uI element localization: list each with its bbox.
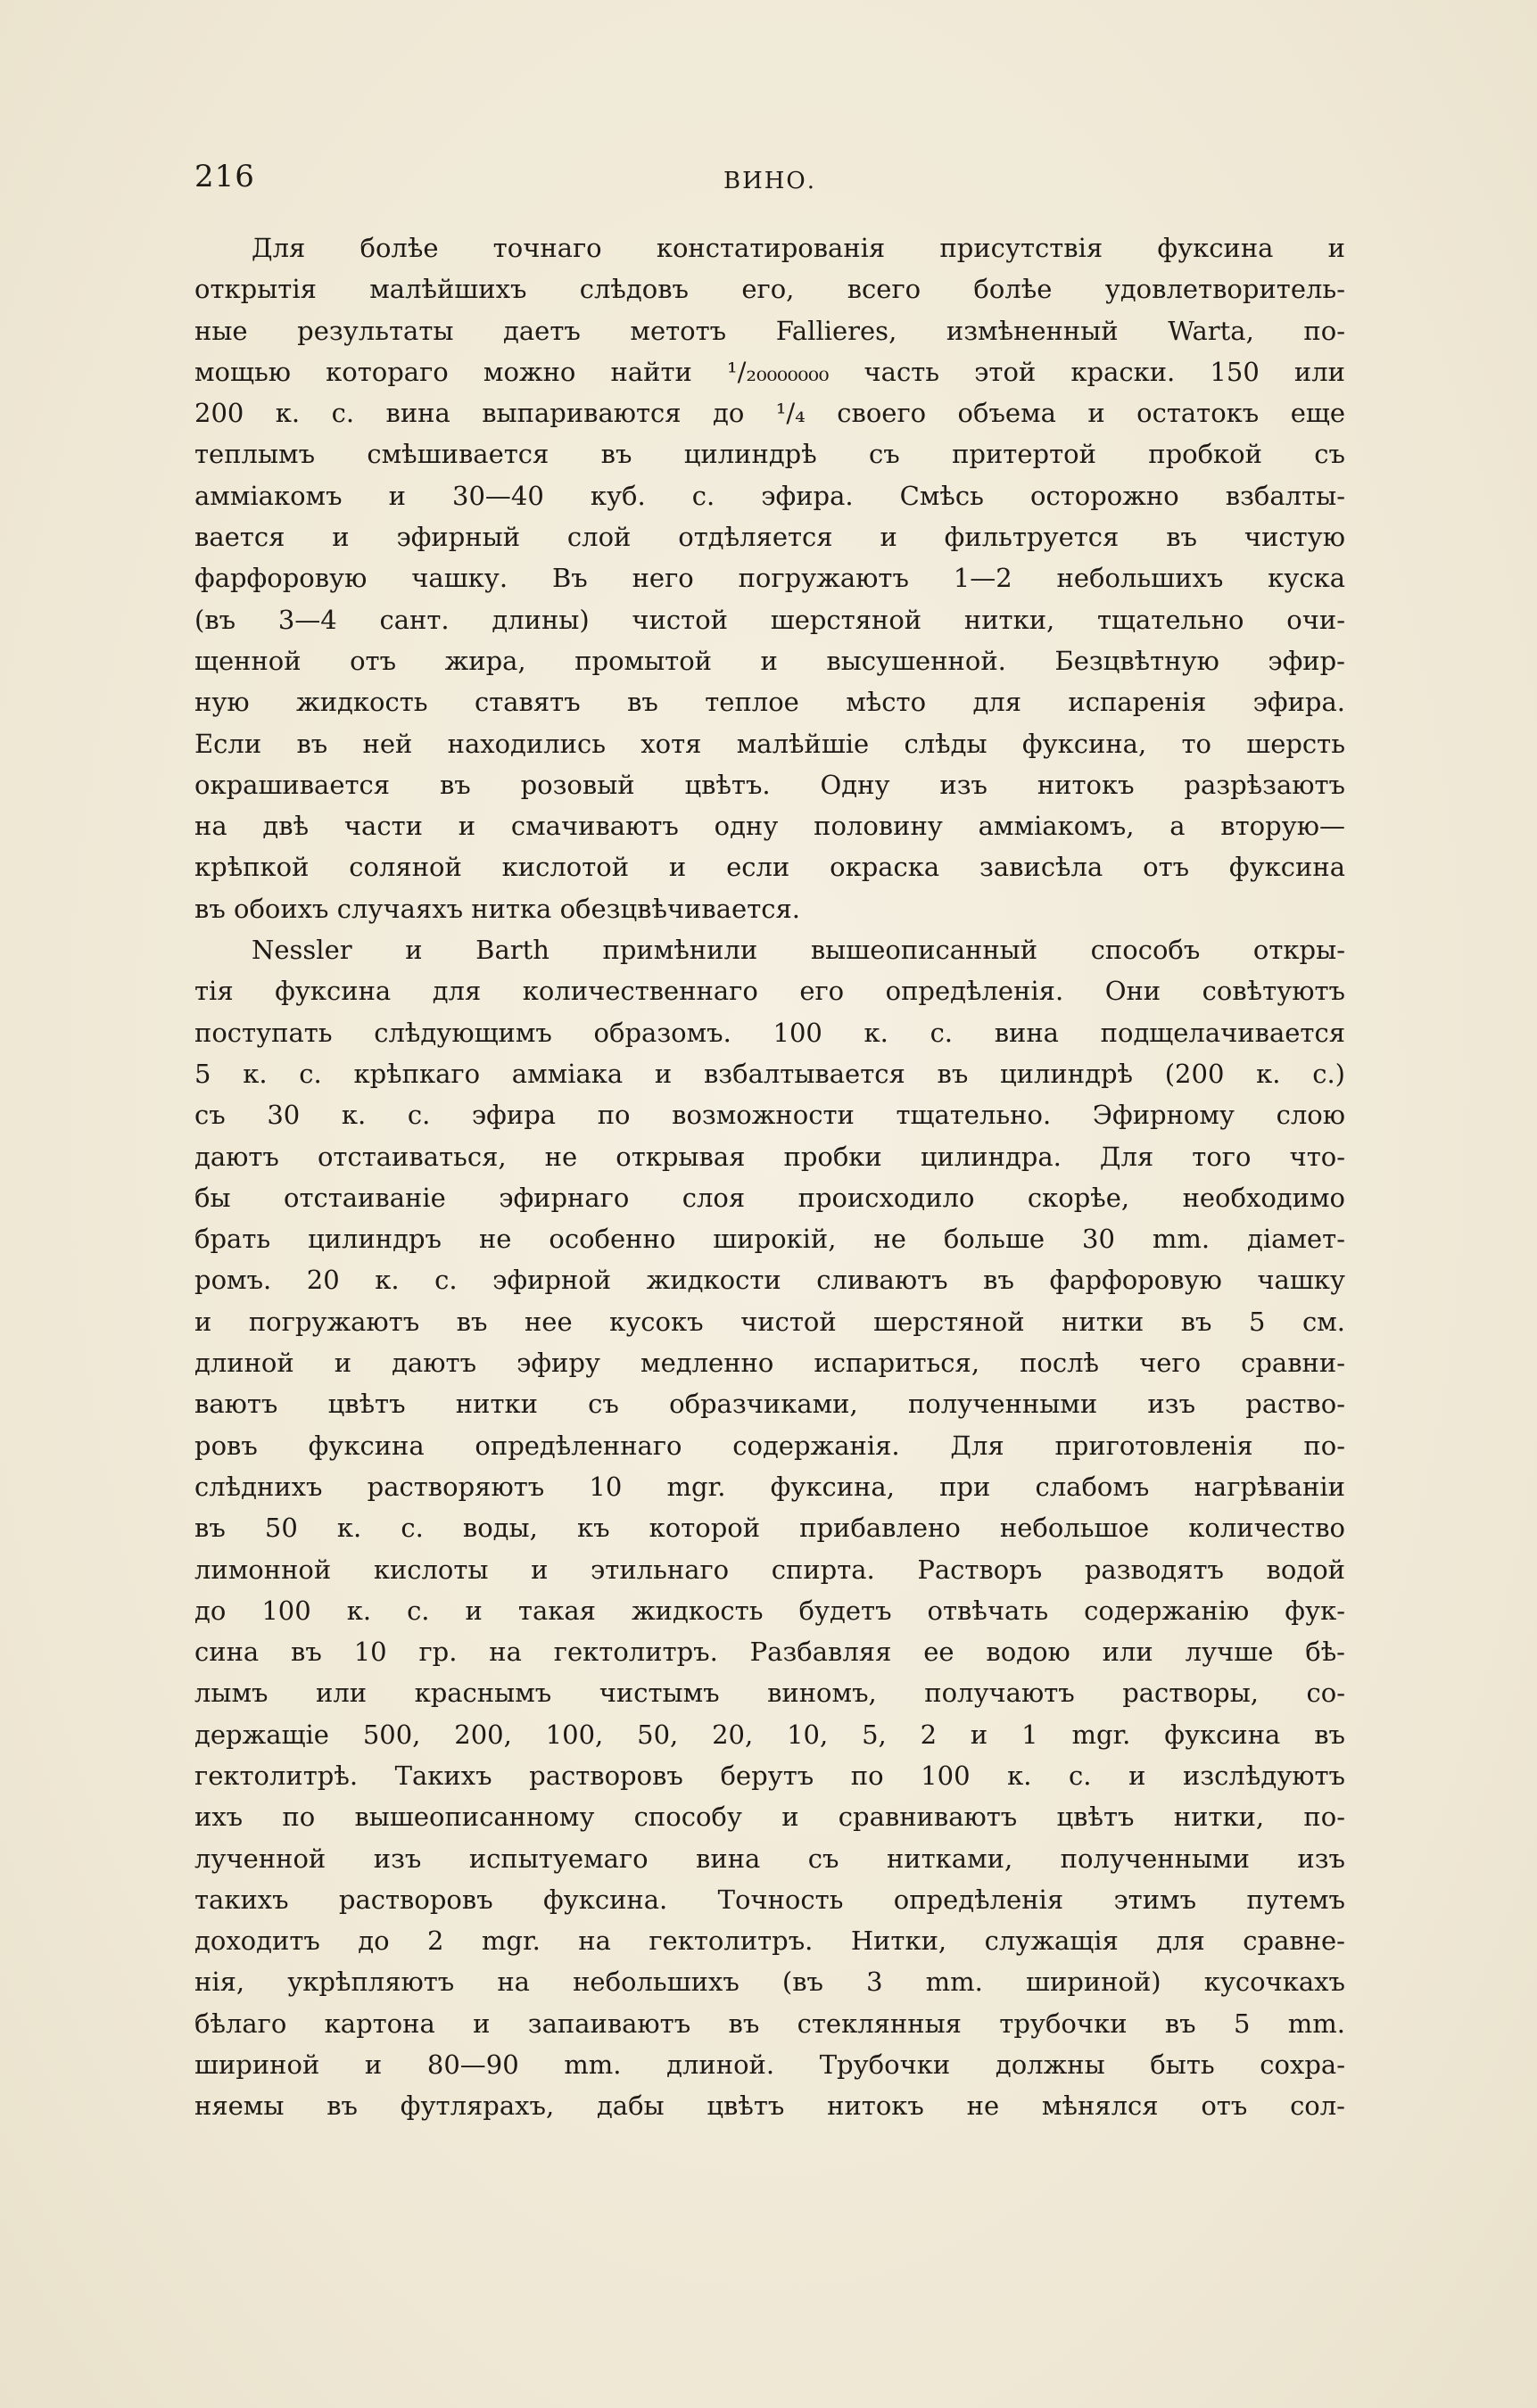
text-line: такихъ растворовъ фуксина. Точность опредѣленія этимъ путемъ xyxy=(194,1884,1345,1915)
text-line: бѣлаго картона и запаиваютъ въ стеклянныя трубочки въ 5 mm. xyxy=(194,2008,1345,2039)
text-line: гектолитрѣ. Такихъ растворовъ берутъ по 100 к. с. и изслѣдуютъ xyxy=(194,1760,1345,1791)
text-line: 5 к. с. крѣпкаго амміака и взбалтывается въ цилиндрѣ (200 к. с.) xyxy=(194,1058,1345,1089)
text-line: (въ 3—4 сант. длины) чистой шерстяной нитки, тщательно очи- xyxy=(194,604,1345,635)
text-line: ную жидкость ставятъ въ теплое мѣсто для испаренія эфира. xyxy=(194,687,1345,718)
text-line: няемы въ футлярахъ, дабы цвѣтъ нитокъ не мѣнялся отъ сол- xyxy=(194,2091,1345,2122)
text-line: Nessler и Barth примѣнили вышеописанный способъ откры- xyxy=(252,935,1345,966)
text-line: лымъ или краснымъ чистымъ виномъ, получаютъ растворы, со- xyxy=(194,1678,1345,1709)
text-line: тія фуксина для количественнаго его опредѣленія. Они совѣтуютъ xyxy=(194,976,1345,1007)
text-line: окрашивается въ розовый цвѣтъ. Одну изъ нитокъ разрѣзаютъ xyxy=(194,769,1345,800)
text-line: шириной и 80—90 mm. длиной. Трубочки должны быть сохра- xyxy=(194,2049,1345,2081)
page-number: 216 xyxy=(194,159,255,194)
text-line: ровъ фуксина опредѣленнаго содержанія. Для приготовленія по- xyxy=(194,1430,1345,1461)
page-header xyxy=(194,159,1345,212)
text-line: на двѣ части и смачиваютъ одну половину амміакомъ, а вторую— xyxy=(194,811,1345,842)
text-line: доходитъ до 2 mgr. на гектолитръ. Нитки, служащія для сравне- xyxy=(194,1926,1345,1957)
text-line: амміакомъ и 30—40 куб. с. эфира. Смѣсь осторожно взбалты- xyxy=(194,480,1345,511)
text-line: лученной изъ испытуемаго вина съ нитками, полученными изъ xyxy=(194,1843,1345,1874)
text-line: въ обоихъ случаяхъ нитка обезцвѣчивается. xyxy=(194,893,801,924)
text-line: съ 30 к. с. эфира по возможности тщательно. Эфирному слою xyxy=(194,1100,1345,1131)
text-line: лимонной кислоты и этильнаго спирта. Растворъ разводятъ водой xyxy=(194,1554,1345,1585)
text-line: держащіе 500, 200, 100, 50, 20, 10, 5, 2 и 1 mgr. фуксина въ xyxy=(194,1719,1345,1750)
text-line: въ 50 к. с. воды, къ которой прибавлено небольшое количество xyxy=(194,1513,1345,1544)
text-line: сина въ 10 гр. на гектолитръ. Разбавляя ее водою или лучше бѣ- xyxy=(194,1637,1345,1668)
text-line: поступать слѣдующимъ образомъ. 100 к. с. вина подщелачивается xyxy=(194,1017,1345,1048)
text-line: ваютъ цвѣтъ нитки съ образчиками, полученными изъ раство- xyxy=(194,1389,1345,1420)
text-line: вается и эфирный слой отдѣляется и фильтруется въ чистую xyxy=(194,522,1345,553)
text-line: нія, укрѣпляютъ на небольшихъ (въ 3 mm. шириной) кусочкахъ xyxy=(194,1967,1345,1998)
text-line: Если въ ней находились хотя малѣйшіе слѣды фуксина, то шерсть xyxy=(194,728,1345,759)
text-line: слѣднихъ растворяютъ 10 mgr. фуксина, при слабомъ нагрѣваніи xyxy=(194,1471,1345,1502)
text-line: щенной отъ жира, промытой и высушенной. Безцвѣтную эфир- xyxy=(194,645,1345,676)
text-line: ромъ. 20 к. с. эфирной жидкости сливаютъ въ фарфоровую чашку xyxy=(194,1265,1345,1296)
text-line: бы отстаиваніе эфирнаго слоя происходило скорѣе, необходимо xyxy=(194,1182,1345,1213)
running-title: ВИНО. xyxy=(723,168,817,194)
text-line: ные результаты даетъ метотъ Fallieres, измѣненный Warta, по- xyxy=(194,315,1345,346)
text-line: фарфоровую чашку. Въ него погружаютъ 1—2 небольшихъ куска xyxy=(194,563,1345,594)
text-line: длиной и даютъ эфиру медленно испариться, послѣ чего сравни- xyxy=(194,1348,1345,1379)
body-text xyxy=(194,227,1345,2127)
text-line: теплымъ смѣшивается въ цилиндрѣ съ притертой пробкой съ xyxy=(194,439,1345,470)
text-line: брать цилиндръ не особенно широкій, не больше 30 mm. діамет- xyxy=(194,1224,1345,1255)
text-line: ихъ по вышеописанному способу и сравниваютъ цвѣтъ нитки, по- xyxy=(194,1802,1345,1833)
text-line: даютъ отстаиваться, не открывая пробки цилиндра. Для того что- xyxy=(194,1141,1345,1172)
text-line: мощью котораго можно найти ¹/₂₀₀₀₀₀₀₀ часть этой краски. 150 или xyxy=(194,356,1345,387)
text-line: открытія малѣйшихъ слѣдовъ его, всего болѣе удовлетворитель- xyxy=(194,274,1345,305)
text-line: и погружаютъ въ нее кусокъ чистой шерстяной нитки въ 5 см. xyxy=(194,1306,1345,1337)
text-line: 200 к. с. вина выпариваются до ¹/₄ своего объема и остатокъ еще xyxy=(194,398,1345,429)
text-line: Для болѣе точнаго констатированія присутствія фуксина и xyxy=(252,233,1345,263)
text-line: до 100 к. с. и такая жидкость будетъ отвѣчать содержанію фук- xyxy=(194,1595,1345,1626)
text-line: крѣпкой соляной кислотой и если окраска зависѣла отъ фуксина xyxy=(194,852,1345,883)
